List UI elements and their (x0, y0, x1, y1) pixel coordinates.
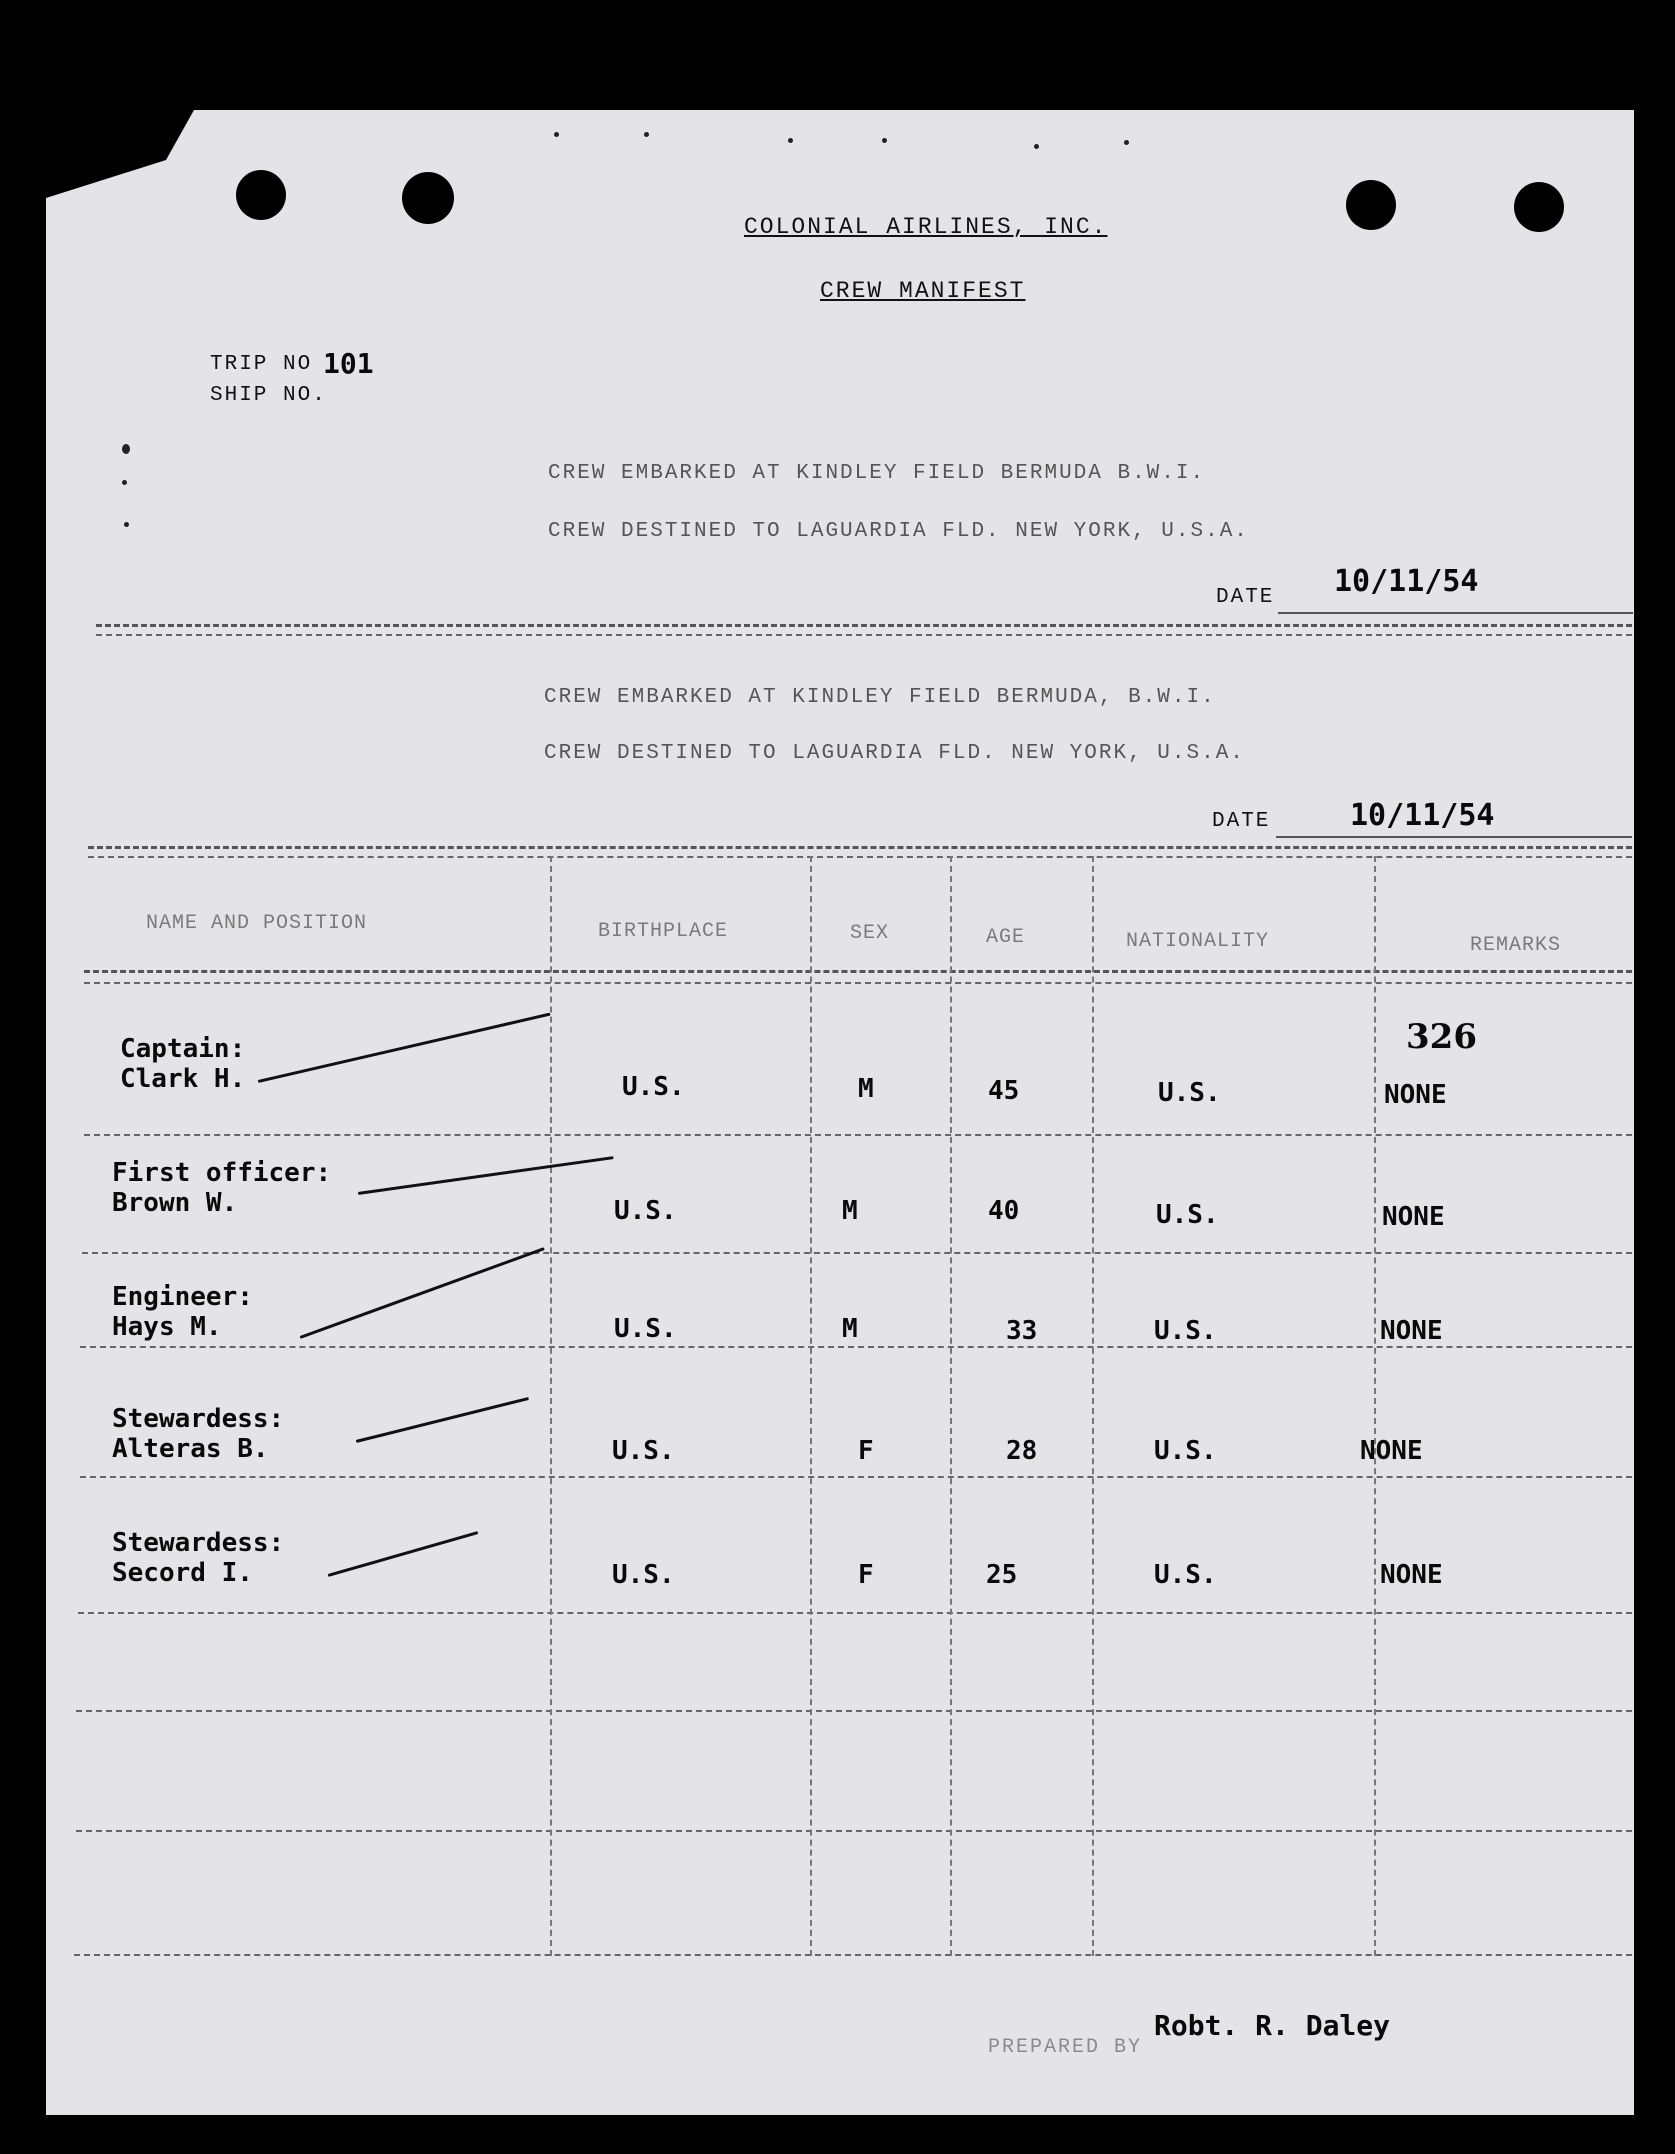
crew-remarks: NONE (1384, 1080, 1447, 1110)
header-name-position: NAME AND POSITION (146, 912, 368, 935)
stamp-number: 326 (1406, 1017, 1477, 1057)
punch-hole (1514, 182, 1564, 232)
prepared-by-label: PREPARED BY (988, 2036, 1143, 2059)
crew-birthplace: U.S. (612, 1560, 675, 1590)
section-divider (96, 624, 1632, 627)
crew-sex: F (858, 1560, 874, 1590)
crew-sex: M (858, 1074, 874, 1104)
header-birthplace: BIRTHPLACE (598, 920, 729, 943)
crew-name: Hays M. (112, 1312, 222, 1342)
row-divider (80, 1476, 1632, 1478)
date-underline (1278, 612, 1633, 614)
table-top-border (88, 846, 1632, 849)
date-label-2: DATE (1212, 810, 1271, 833)
crew-age: 33 (1006, 1316, 1038, 1346)
row-divider (78, 1612, 1632, 1614)
crew-sex: F (858, 1436, 874, 1466)
crew-birthplace: U.S. (614, 1314, 677, 1344)
crew-nationality: U.S. (1154, 1316, 1217, 1346)
crew-birthplace: U.S. (622, 1072, 685, 1102)
crew-age: 25 (986, 1560, 1018, 1590)
ship-label: SHIP NO. (210, 384, 327, 407)
speck (122, 480, 127, 485)
column-divider (1092, 856, 1094, 1956)
date-label-1: DATE (1216, 586, 1275, 609)
crew-position: Captain: (120, 1034, 246, 1064)
crew-position: Stewardess: (112, 1528, 285, 1558)
column-divider (810, 856, 812, 1956)
row-divider (76, 1710, 1632, 1712)
row-divider (76, 1830, 1632, 1832)
destined-line-2: CREW DESTINED TO LAGUARDIA FLD. NEW YORK, U.S.A. (544, 742, 1245, 765)
header-age: AGE (986, 926, 1026, 949)
row-divider (82, 1252, 1632, 1254)
crew-position: First officer: (112, 1158, 332, 1188)
date-value-1: 10/11/54 (1334, 564, 1479, 599)
speck (124, 522, 129, 527)
crew-name: Secord I. (112, 1558, 253, 1588)
company-name: COLONIAL AIRLINES, INC. (744, 214, 1108, 240)
trip-number: 101 (323, 347, 374, 380)
embarked-line-2: CREW EMBARKED AT KINDLEY FIELD BERMUDA, B.W.I. (544, 686, 1216, 709)
crew-remarks: NONE (1380, 1316, 1443, 1346)
speck (788, 138, 793, 143)
crew-remarks: NONE (1380, 1560, 1443, 1590)
speck (1034, 144, 1039, 149)
row-divider (74, 1954, 1632, 1956)
document-title: CREW MANIFEST (820, 278, 1026, 304)
speck (122, 444, 130, 454)
punch-hole (1346, 180, 1396, 230)
embarked-line-1: CREW EMBARKED AT KINDLEY FIELD BERMUDA B.W.I. (548, 462, 1206, 485)
header-remarks: REMARKS (1470, 934, 1562, 957)
speck (882, 138, 887, 143)
crew-position: Engineer: (112, 1282, 253, 1312)
crew-age: 45 (988, 1076, 1020, 1106)
crew-nationality: U.S. (1156, 1200, 1219, 1230)
column-divider (950, 856, 952, 1956)
crew-remarks: NONE (1382, 1202, 1445, 1232)
speck (1124, 140, 1129, 145)
crew-position: Stewardess: (112, 1404, 285, 1434)
row-divider (80, 1346, 1632, 1348)
crew-sex: M (842, 1196, 858, 1226)
destined-line-1: CREW DESTINED TO LAGUARDIA FLD. NEW YORK, U.S.A. (548, 520, 1249, 543)
row-divider (84, 1134, 1632, 1136)
column-divider (550, 856, 552, 1956)
crew-birthplace: U.S. (612, 1436, 675, 1466)
crew-nationality: U.S. (1154, 1436, 1217, 1466)
crew-nationality: U.S. (1154, 1560, 1217, 1590)
punch-hole (402, 172, 454, 224)
crew-name: Brown W. (112, 1188, 238, 1218)
crew-sex: M (842, 1314, 858, 1344)
header-nationality: NATIONALITY (1126, 930, 1270, 953)
trip-label: TRIP NO (210, 353, 313, 376)
prepared-by-signature: Robt. R. Daley (1154, 2009, 1391, 2042)
crew-name: Clark H. (120, 1064, 246, 1094)
manifest-page (46, 110, 1634, 2115)
crew-remarks: NONE (1360, 1436, 1423, 1466)
date-underline (1276, 836, 1632, 838)
section-divider (96, 634, 1632, 636)
crew-age: 28 (1006, 1436, 1038, 1466)
header-sex: SEX (850, 922, 890, 945)
date-value-2: 10/11/54 (1350, 798, 1495, 833)
speck (554, 132, 559, 137)
punch-hole (236, 170, 286, 220)
crew-birthplace: U.S. (614, 1196, 677, 1226)
table-top-border (88, 856, 1632, 858)
table-header-border (84, 970, 1632, 973)
crew-age: 40 (988, 1196, 1020, 1226)
crew-name: Alteras B. (112, 1434, 269, 1464)
crew-nationality: U.S. (1158, 1078, 1221, 1108)
speck (644, 132, 649, 137)
column-divider (1374, 856, 1376, 1956)
table-header-border (84, 982, 1632, 984)
